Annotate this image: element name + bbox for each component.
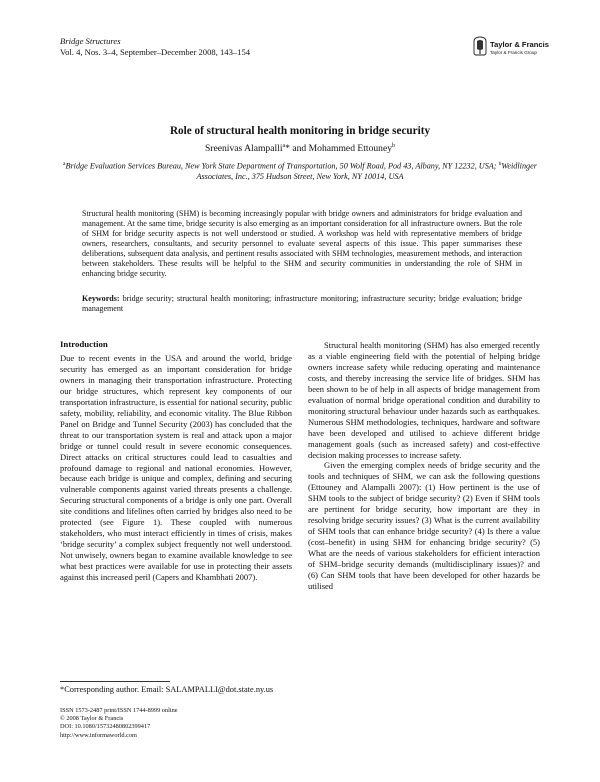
publication-meta — [60, 707, 178, 740]
publisher-group: Taylor & Francis Group — [490, 50, 537, 55]
author-2-affil-mark: b — [392, 143, 396, 149]
author-1: Sreenivas Alampalli — [204, 143, 283, 155]
affil-b: Weidlinger Associates, Inc., 375 Hudson Street, New York, NY 10014, USA — [196, 161, 537, 182]
issn: ISSN 1573-2487 print/ISSN 1744-8999 online — [60, 707, 178, 714]
affil-a-mark: a — [63, 161, 66, 167]
keywords — [82, 294, 522, 314]
section-heading-introduction: Introduction — [60, 339, 108, 349]
author-and: and — [289, 143, 309, 155]
keywords-text: bridge security; structural health monitoring; infrastructure monitoring; infrastructure security; bridge evaluation; bridge management — [82, 294, 522, 313]
author-2: Mohammed Ettouney — [308, 143, 393, 155]
right-column — [308, 340, 540, 592]
doi: DOI: 10.1080/15732480802399417 — [60, 723, 151, 731]
author-1-affil-mark: a — [282, 143, 286, 149]
copyright: © 2008 Taylor & Francis — [60, 715, 124, 723]
keywords-label: Keywords: — [82, 294, 120, 303]
corresponding-star: * — [285, 143, 290, 155]
affiliations — [60, 159, 540, 183]
author-line — [60, 143, 540, 154]
volume-line: Vol. 4, Nos. 3–4, September–December 2008, 143–154 — [60, 47, 251, 57]
affil-b-mark: b — [498, 161, 502, 167]
affil-a: Bridge Evaluation Services Bureau, New York State Department of Transportation, 50 Wolf Road, Pod 43, Albany, NY 12232, USA; — [65, 161, 499, 171]
footnote-rule — [60, 681, 170, 682]
publisher-logo-icon — [472, 36, 488, 56]
publisher-logo — [472, 36, 552, 60]
article-title: Role of structural health monitoring in bridge security — [169, 125, 431, 137]
journal-url[interactable]: http://www.informaworld.com — [60, 731, 137, 739]
corresponding-author-footnote: *Corresponding author. Email: SALAMPALLI@dot.state.ny.us — [60, 685, 274, 694]
publisher-name: Taylor & Francis — [490, 40, 549, 49]
intro-paragraph: Due to recent events in the USA and around the world, bridge security has emerged as an important consideration for bridge owners in managing their transportation infrastructure. Protecting our bridge structures, which represent key components of our transportation infrastructure, is essential for national security, public safety, mobility, reliability, and economic vitality. The Blue Ribbon Panel on Bridge and Tunnel Security (2003) has concluded that the threat to our transportation system is real and attack upon a major bridge or tunnel could result in severe economic consequences. Direct attacks on critical structures could lead to casualties and profound damage to regional and national economies. However, because each bridge is unique and complex, defining and securing vulnerable components against varied threats presents a challenge. Securing structural components of a bridge is only one part. Overall site conditions and lifelines often carried by bridges also need to be protected (see Figure 1). These coupled with numerous stakeholders, who must interact efficiently in times of crisis, makes ‘bridge security’ a complex subject frequently not well understood. Not unwisely, owners began to examine available knowledge to see what best practices were available for use in protecting their assets against this increased peril (Capers and Khambhati 2007). — [60, 353, 292, 583]
left-column — [60, 353, 292, 583]
abstract: Structural health monitoring (SHM) is becoming increasingly popular with bridge owners and administrators for bridge evaluation and management. At the same time, bridge security is also emerging as an important consideration for all infrastructure owners. But the role of SHM for bridge security aspects is not well understood or studied. A workshop was held with representative members of bridge owners, researchers, consultants, and security personnel to evaluate several aspects of this issue. This paper summarises these deliberations, subsequent data analysis, and pertinent results associated with SHM technologies, measurement methods, and interaction between stakeholders. These results will be helpful to the SHM and security communities in understanding the role of SHM in enhancing bridge security. — [82, 209, 522, 278]
questions-paragraph: Given the emerging complex needs of bridge security and the tools and techniques of SHM, we can ask the following questions (Ettouney and Alampalli 2007): (1) How pertinent is the use of SHM tools to the subject of bridge security? (2) Even if SHM tools are pertinent for bridge security, how important are they in resolving bridge security issues? (3) What is the current availability of SHM tools that can enhance bridge security? (4) Is there a value (cost–benefit) in using SHM for enhancing bridge security? (5) What are the needs of various stakeholders for efficient interaction of SHM–bridge security demands (multidisciplinary issues)? and (6) Can SHM tools that have been developed for other hazards be utilised — [308, 460, 540, 591]
journal-header — [60, 36, 250, 58]
shm-paragraph: Structural health monitoring (SHM) has also emerged recently as a viable engineering field with the potential of helping bridge owners increase safety while reducing operating and maintenance costs, and thereby increasing the service life of bridges. SHM has been shown to be of help in all aspects of bridge management from evaluation of normal bridge operational condition and durability to monitoring structural behaviour under hazards such as earthquakes. Numerous SHM methodologies, techniques, hardware and software have been developed and utilised to achieve different bridge management goals (such as increased safety) and cost-effective decision making processes to increase safety. — [308, 340, 540, 460]
journal-name: Bridge Structures — [60, 36, 121, 46]
